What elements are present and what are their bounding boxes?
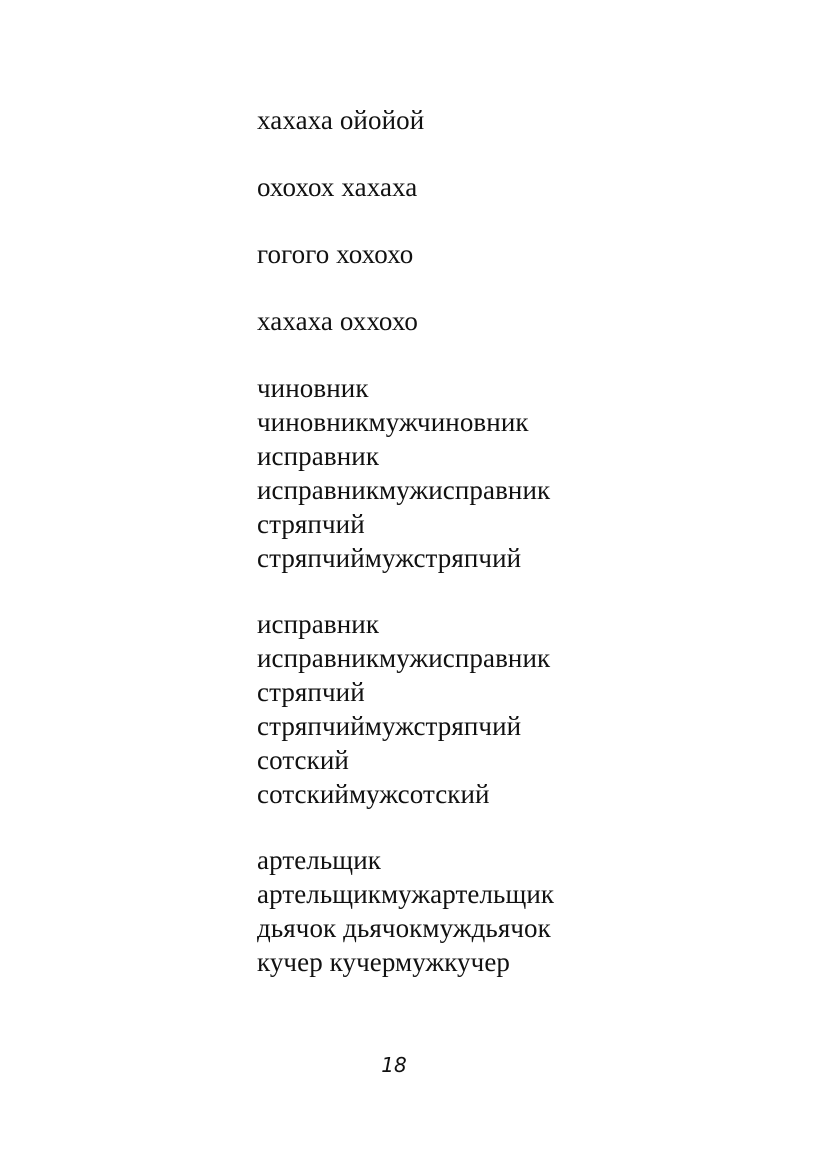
poem-line: стряпчий bbox=[257, 509, 365, 539]
poem-line: исправникмужисправник bbox=[257, 643, 551, 673]
stanza-4 bbox=[257, 304, 757, 338]
stanza-5 bbox=[257, 371, 757, 575]
poem-line: стряпчиймужстряпчий bbox=[257, 711, 522, 741]
poem-line: стряпчий bbox=[257, 677, 365, 707]
poem-line: кучер кучермужкучер bbox=[257, 947, 511, 977]
stanza-1 bbox=[257, 103, 757, 137]
poem-line: стряпчиймужстряпчий bbox=[257, 543, 522, 573]
poem-line: гогого хохохо bbox=[257, 239, 414, 269]
poem-line: исправник bbox=[257, 441, 380, 471]
poem-line: охохох хахаха bbox=[257, 172, 418, 202]
poem-line: чиновник bbox=[257, 373, 369, 403]
poem-line: исправник bbox=[257, 609, 380, 639]
stanza-7 bbox=[257, 843, 757, 979]
poem-text bbox=[257, 103, 757, 1011]
poem-line: исправникмужисправник bbox=[257, 475, 551, 505]
poem-line: хахаха ойойой bbox=[257, 105, 425, 135]
poem-line: дьячок дьячокмуждьячок bbox=[257, 913, 551, 943]
stanza-6 bbox=[257, 607, 757, 811]
poem-line: артельщикмужартельщик bbox=[257, 879, 555, 909]
poem-line: чиновникмужчиновник bbox=[257, 407, 529, 437]
poem-line: сотскиймужсотский bbox=[257, 779, 490, 809]
page-number: 18 bbox=[381, 1053, 407, 1077]
poem-line: сотский bbox=[257, 745, 349, 775]
poem-line: артельщик bbox=[257, 845, 381, 875]
stanza-3 bbox=[257, 237, 757, 271]
poem-line: хахаха оххохо bbox=[257, 306, 419, 336]
stanza-2 bbox=[257, 170, 757, 204]
